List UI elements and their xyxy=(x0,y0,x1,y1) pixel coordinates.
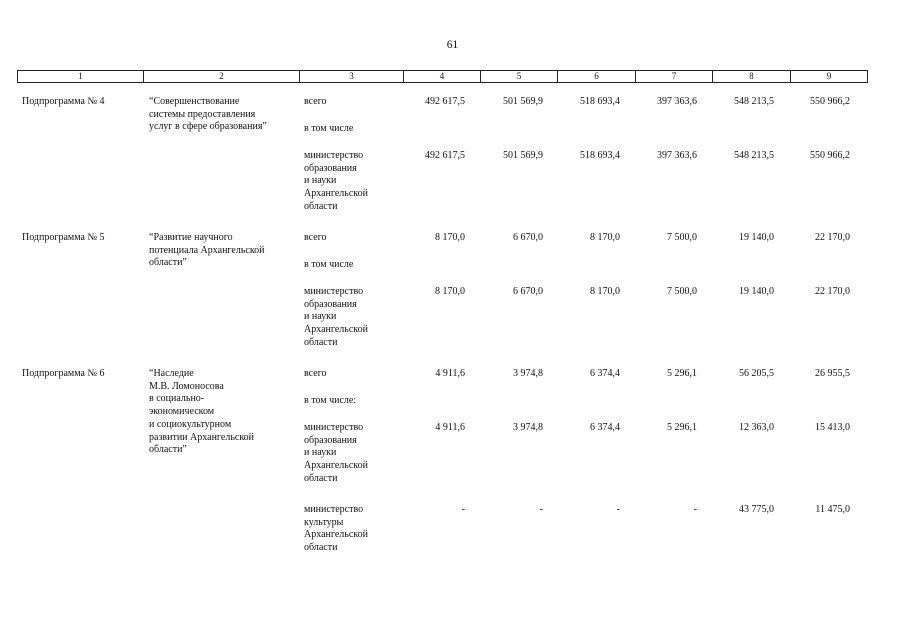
subprogram-title-line: М.В. Ломоносова xyxy=(149,380,224,392)
source-label-line: всего xyxy=(304,368,327,379)
source-label-line: области xyxy=(304,200,338,212)
source-label-line: в том числе xyxy=(304,123,354,134)
funding-value: 22 170,0 xyxy=(815,286,850,297)
funding-value: 43 775,0 xyxy=(739,504,774,515)
subprogram-title-line: “Развитие научного xyxy=(149,232,233,243)
source-label-line: области xyxy=(304,336,338,348)
subprogram-name: Подпрограмма № 4 xyxy=(22,96,105,107)
source-label-line: всего xyxy=(304,96,327,107)
funding-value: 8 170,0 xyxy=(435,286,465,297)
funding-value: 518 693,4 xyxy=(580,150,620,161)
column-number: 8 xyxy=(713,71,791,83)
source-label-line: Архангельской xyxy=(304,460,368,472)
funding-value: 11 475,0 xyxy=(815,504,850,515)
column-number-header xyxy=(17,70,868,83)
subprogram-title-line: развитии Архангельской xyxy=(149,431,255,443)
column-number: 5 xyxy=(481,71,558,83)
funding-value: 19 140,0 xyxy=(739,232,774,243)
page-number: 61 xyxy=(446,39,459,51)
source-label-line: и науки xyxy=(304,175,337,187)
subprogram-title-line: области” xyxy=(149,444,187,456)
funding-value: 3 974,8 xyxy=(513,422,543,433)
funding-value: 492 617,5 xyxy=(425,96,465,107)
source-label-line: министерство xyxy=(304,150,364,161)
funding-value: 12 363,0 xyxy=(739,422,774,433)
subprogram-title-line: потенциала Архангельской xyxy=(149,244,265,256)
subprogram-title-line: системы предоставления xyxy=(149,108,256,120)
column-number: 3 xyxy=(300,71,404,83)
source-label-line: образования xyxy=(304,434,357,446)
source-label-line: в том числе: xyxy=(304,395,357,406)
funding-value: 7 500,0 xyxy=(667,232,697,243)
subprogram-name: Подпрограмма № 6 xyxy=(22,368,105,379)
funding-value: 6 374,4 xyxy=(590,422,620,433)
funding-value: 22 170,0 xyxy=(815,232,850,243)
subprogram-title-line: и социокультурном xyxy=(149,418,232,430)
source-label-line: в том числе xyxy=(304,259,354,270)
source-label-line: культуры xyxy=(304,516,344,528)
source-label-line: образования xyxy=(304,162,357,174)
funding-value: 397 363,6 xyxy=(657,150,697,161)
funding-value: 6 374,4 xyxy=(590,368,620,379)
funding-value: 518 693,4 xyxy=(580,96,620,107)
subprogram-title-line: экономическом xyxy=(149,406,215,418)
funding-value: 7 500,0 xyxy=(667,286,697,297)
source-label-line: области xyxy=(304,472,338,484)
funding-value: - xyxy=(616,504,620,515)
funding-value: 501 569,9 xyxy=(503,150,543,161)
source-label-line: и науки xyxy=(304,447,337,459)
column-number: 7 xyxy=(636,71,713,83)
funding-value: 56 205,5 xyxy=(739,368,774,379)
source-label-line: министерство xyxy=(304,504,364,515)
source-label-line: образования xyxy=(304,298,357,310)
funding-value: - xyxy=(693,504,697,515)
source-label-line: Архангельской xyxy=(304,188,368,200)
funding-value: 8 170,0 xyxy=(590,232,620,243)
funding-value: 501 569,9 xyxy=(503,96,543,107)
funding-value: 15 413,0 xyxy=(815,422,850,433)
funding-value: - xyxy=(461,504,465,515)
funding-value: - xyxy=(539,504,543,515)
funding-value: 3 974,8 xyxy=(513,368,543,379)
funding-value: 397 363,6 xyxy=(657,96,697,107)
funding-value: 6 670,0 xyxy=(513,286,543,297)
source-label-line: области xyxy=(304,542,338,554)
subprogram-title-line: услуг в сфере образования” xyxy=(149,121,267,133)
funding-value: 8 170,0 xyxy=(590,286,620,297)
funding-value: 548 213,5 xyxy=(734,150,774,161)
column-number: 4 xyxy=(404,71,481,83)
funding-value: 4 911,6 xyxy=(435,368,465,379)
funding-value: 550 966,2 xyxy=(810,96,850,107)
funding-value: 8 170,0 xyxy=(435,232,465,243)
funding-value: 6 670,0 xyxy=(513,232,543,243)
subprogram-name: Подпрограмма № 5 xyxy=(22,232,105,243)
subprogram-title-line: “Наследие xyxy=(149,368,194,379)
funding-value: 5 296,1 xyxy=(667,422,697,433)
source-label-line: министерство xyxy=(304,422,364,433)
column-number: 1 xyxy=(18,71,144,83)
column-number: 6 xyxy=(558,71,636,83)
funding-value: 26 955,5 xyxy=(815,368,850,379)
subprogram-title-line: в социально- xyxy=(149,393,205,405)
source-label-line: и науки xyxy=(304,311,337,323)
source-label-line: министерство xyxy=(304,286,364,297)
column-number: 9 xyxy=(791,71,868,83)
subprogram-title-line: области” xyxy=(149,257,187,269)
funding-value: 548 213,5 xyxy=(734,96,774,107)
funding-value: 5 296,1 xyxy=(667,368,697,379)
funding-value: 492 617,5 xyxy=(425,150,465,161)
subprogram-title-line: “Совершенствование xyxy=(149,96,240,107)
column-number: 2 xyxy=(144,71,300,83)
funding-value: 19 140,0 xyxy=(739,286,774,297)
funding-value: 550 966,2 xyxy=(810,150,850,161)
source-label-line: Архангельской xyxy=(304,324,368,336)
source-label-line: всего xyxy=(304,232,327,243)
funding-value: 4 911,6 xyxy=(435,422,465,433)
source-label-line: Архангельской xyxy=(304,529,368,541)
